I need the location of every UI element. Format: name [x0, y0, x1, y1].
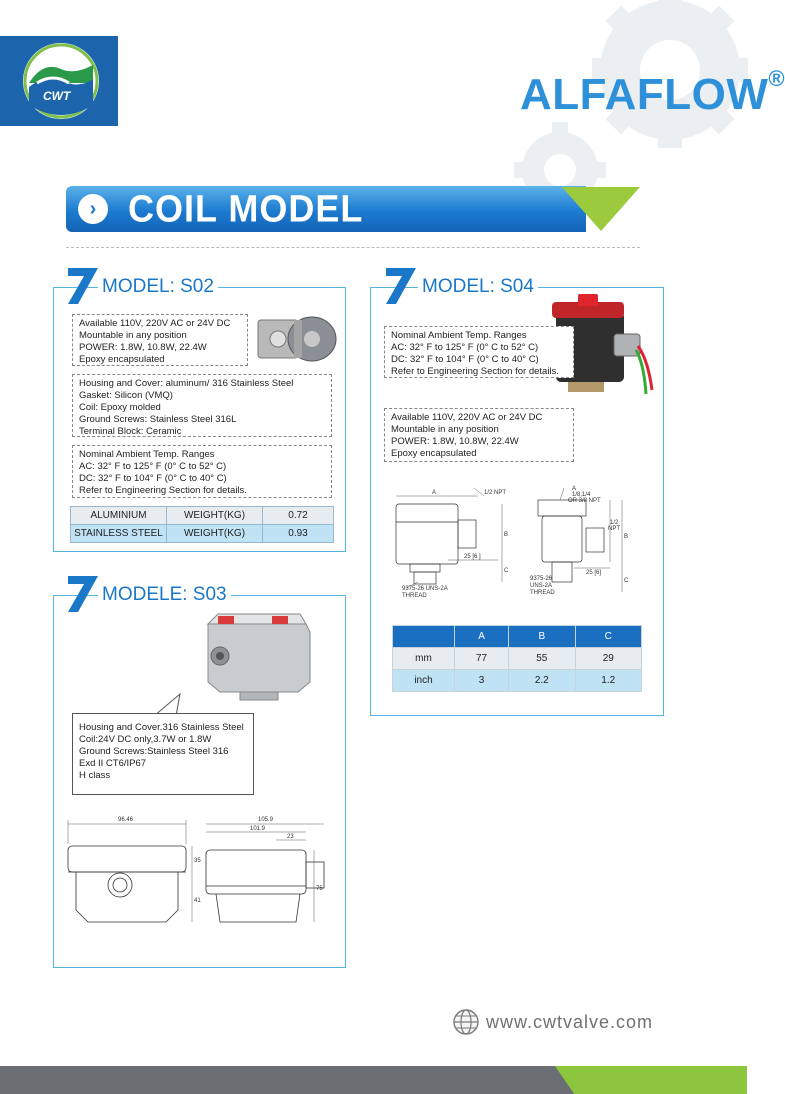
- s04-technical-drawing: [388, 482, 648, 604]
- dim-label: 25 [6]: [586, 570, 602, 576]
- spec-line: DC: 32° F to 104° F (0° C to 40° C): [391, 354, 539, 365]
- dim-label: 1/8,1/4: [572, 492, 591, 498]
- dim-label: 101.9: [250, 826, 266, 832]
- s04-dimension-table: [392, 625, 642, 692]
- spec-line: Available 110V, 220V AC or 24V DC: [79, 318, 231, 329]
- slash-mark-icon: [382, 266, 418, 306]
- dim-label: NPT: [608, 526, 620, 532]
- spec-line: Refer to Engineering Section for details.: [391, 366, 559, 377]
- dim-label: 105.9: [258, 817, 274, 823]
- slash-mark-icon: [64, 574, 100, 614]
- table-header: B: [509, 626, 575, 648]
- slash-mark-icon: [64, 266, 100, 306]
- spec-line: Mountable in any position: [79, 330, 187, 341]
- spec-line: Gasket: Silicon (VMQ): [79, 390, 173, 401]
- table-header: C: [575, 626, 641, 648]
- logo-wave-icon: [23, 43, 99, 119]
- dim-label: 9375-26 UNS-2A: [402, 586, 448, 592]
- dim-label: THREAD: [530, 590, 555, 596]
- table-cell: mm: [393, 648, 455, 670]
- spec-line: Housing and Cover: aluminum/ 316 Stainless Steel: [79, 378, 294, 389]
- cwt-logo: [23, 43, 99, 119]
- table-row: [71, 525, 334, 543]
- dim-label: 25 [6 ]: [464, 554, 481, 560]
- spec-line: POWER: 1.8W, 10.8W, 22.4W: [391, 436, 519, 447]
- dim-label: 41: [194, 898, 201, 904]
- spec-line: Housing and Cover.316 Stainless Steel: [79, 722, 244, 733]
- footer-accent: [555, 1066, 747, 1094]
- dim-label: THREAD: [402, 593, 427, 599]
- s03-technical-drawing: [62, 810, 342, 940]
- spec-line: DC: 32° F to 104° F (0° C to 40° C): [79, 473, 227, 484]
- spec-line: Ground Screws: Stainless Steel 316L: [79, 414, 237, 425]
- spec-line: Mountable in any position: [391, 424, 499, 435]
- spec-line: Nominal Ambient Temp. Ranges: [391, 330, 527, 341]
- table-row: [393, 648, 642, 670]
- banner-title: COIL MODEL: [128, 186, 364, 230]
- logo-text: CWT: [43, 89, 71, 103]
- table-cell: 0.93: [263, 525, 334, 543]
- spec-line: H class: [79, 770, 111, 781]
- brand-name: [520, 66, 785, 120]
- dim-label: 1/2: [610, 520, 619, 526]
- s02-weight-table: [70, 506, 334, 543]
- dim-label: 35: [194, 858, 201, 864]
- dim-label: 96.46: [118, 817, 134, 823]
- dim-label: C: [624, 578, 629, 584]
- spec-line: Nominal Ambient Temp. Ranges: [79, 449, 215, 460]
- s02-spec-box-1: [72, 314, 248, 366]
- dim-label: 9375-26: [530, 576, 553, 582]
- dim-label: B: [504, 532, 509, 538]
- table-cell: ALUMINIUM: [71, 507, 167, 525]
- spec-line: Exd II CT6/IP67: [79, 758, 147, 769]
- s04-title: MODEL: S04: [418, 276, 538, 298]
- spec-line: AC: 32° F to 125° F (0° C to 52° C): [79, 461, 227, 472]
- table-cell: WEIGHT(KG): [167, 525, 263, 543]
- s04-spec-box-1: [384, 326, 574, 378]
- table-cell: STAINLESS STEEL: [71, 525, 167, 543]
- s02-title: MODEL: S02: [98, 276, 218, 298]
- dim-label: UNS-2A: [530, 583, 553, 589]
- spec-line: Epoxy encapsulated: [79, 354, 165, 365]
- dim-label: 1/2 NPT: [484, 490, 507, 496]
- table-header-row: [393, 626, 642, 648]
- spec-line: Ground Screws:Stainless Steel 316: [79, 746, 229, 757]
- s03-spec-box: [72, 713, 254, 795]
- spec-line: Epoxy encapsulated: [391, 448, 477, 459]
- dim-label: A: [572, 486, 577, 492]
- spec-line: Coil:24V DC only,3.7W or 1.8W: [79, 734, 212, 745]
- chevron-right-icon: ›: [78, 194, 108, 224]
- globe-icon: [452, 1008, 480, 1036]
- dim-label: B: [624, 534, 629, 540]
- table-row: [71, 507, 334, 525]
- spec-line: Coil: Epoxy molded: [79, 402, 161, 413]
- banner-chevron-down-icon: [562, 187, 640, 231]
- s03-coil-image: [200, 608, 318, 702]
- table-row: [393, 670, 642, 692]
- dim-label: OR 3/8 NPT: [568, 498, 601, 504]
- table-cell: 3: [455, 670, 509, 692]
- table-cell: 1.2: [575, 670, 641, 692]
- dim-label: 75: [316, 886, 323, 892]
- table-header: [393, 626, 455, 648]
- table-cell: 55: [509, 648, 575, 670]
- spec-line: POWER: 1.8W, 10.8W, 22.4W: [79, 342, 207, 353]
- table-cell: 0.72: [263, 507, 334, 525]
- dim-label: C: [504, 568, 509, 574]
- brand-text: ALFAFLOW: [520, 70, 769, 119]
- s02-spec-box-2: [72, 374, 332, 437]
- s03-title: MODELE: S03: [98, 584, 231, 606]
- dim-label: 23: [287, 834, 294, 840]
- table-cell: inch: [393, 670, 455, 692]
- spec-line: Terminal Block: Ceramic: [79, 426, 182, 437]
- s02-coil-image: [254, 310, 340, 366]
- website-link[interactable]: www.cwtvalve.com: [486, 1012, 654, 1032]
- table-cell: 77: [455, 648, 509, 670]
- table-header: A: [455, 626, 509, 648]
- table-cell: 29: [575, 648, 641, 670]
- table-cell: WEIGHT(KG): [167, 507, 263, 525]
- s02-spec-box-3: [72, 445, 332, 498]
- registered-mark: ®: [768, 66, 785, 91]
- divider: [66, 247, 640, 248]
- spec-line: Available 110V, 220V AC or 24V DC: [391, 412, 543, 423]
- spec-line: Refer to Engineering Section for details.: [79, 485, 247, 496]
- dim-label: A: [432, 490, 437, 496]
- table-cell: 2.2: [509, 670, 575, 692]
- s04-spec-box-2: [384, 408, 574, 462]
- spec-line: AC: 32° F to 125° F (0° C to 52° C): [391, 342, 539, 353]
